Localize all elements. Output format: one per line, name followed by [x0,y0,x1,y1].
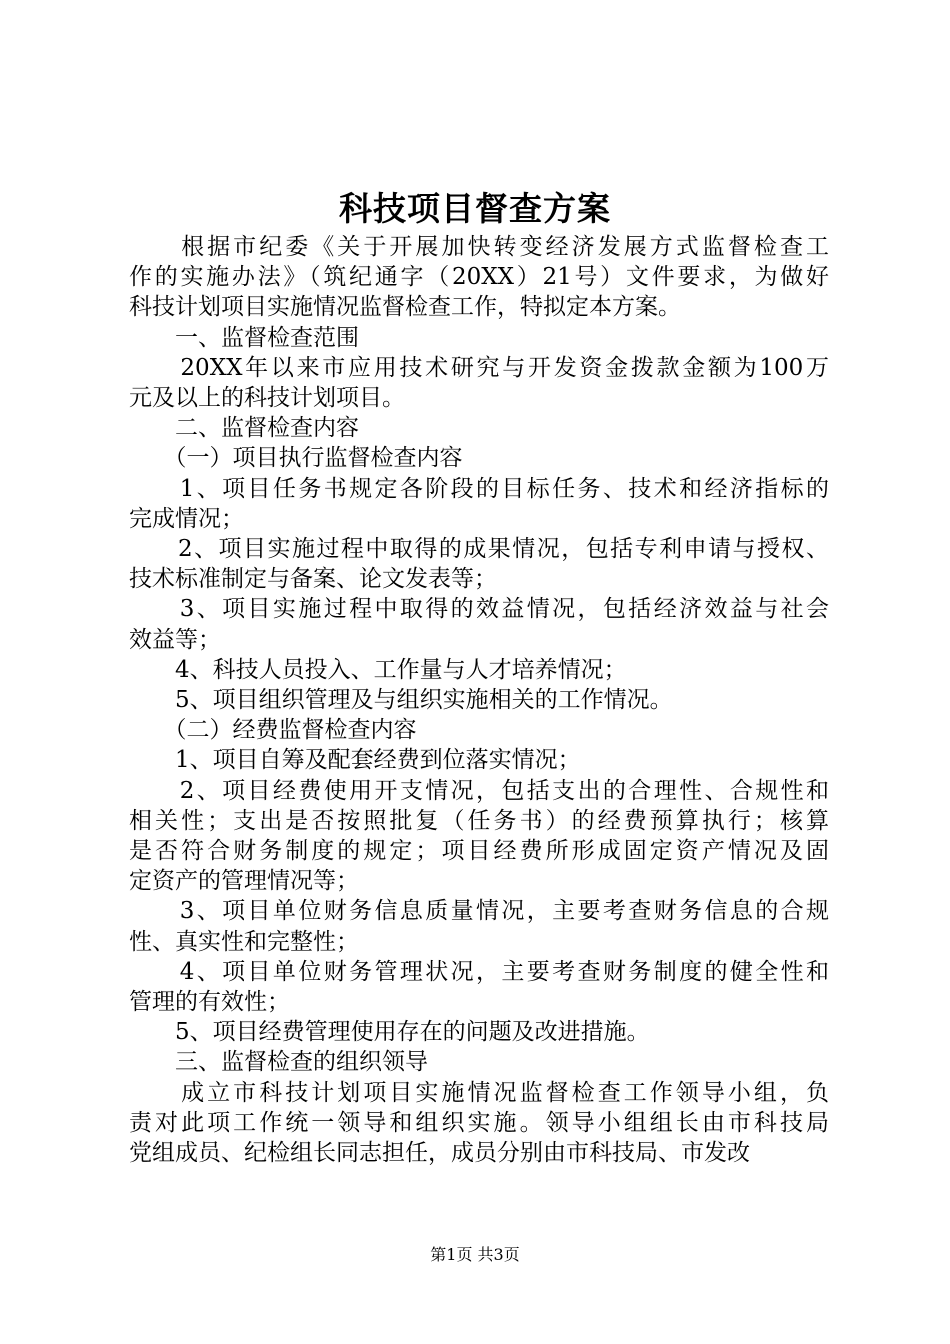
paragraph [129,443,829,473]
paragraph-line: 三、监督检查的组织领导 [129,1049,428,1076]
paragraph [129,232,829,323]
paragraph-line: 3、项目单位财务信息质量情况，主要考查财务信息的合规 [129,898,829,925]
document-title: 科技项目督查方案 [339,189,611,228]
paragraph-line: 根据市纪委《关于开展加快转变经济发展方式监督检查工 [129,234,829,260]
paragraph [129,896,829,956]
paragraph [129,715,829,745]
paragraph-line: 元及以上的科技计划项目。 [129,385,405,412]
paragraph [129,655,829,685]
paragraph-line: 5、项目经费管理使用存在的问题及改进措施。 [129,1019,650,1046]
paragraph-line: 成立市科技计划项目实施情况监督检查工作领导小组，负 [129,1079,829,1106]
paragraph-line: 是否符合财务制度的规定；项目经费所形成固定资产情况及固 [129,838,829,865]
document-body [129,232,829,1168]
paragraph [129,594,829,654]
paragraph-line: （一）项目执行监督检查内容 [129,445,463,472]
page-footer: 第1页 共3页 [430,1245,520,1264]
paragraph-line: 性、真实性和完整性； [129,928,359,955]
paragraph [129,474,829,534]
paragraph-line: 科技计划项目实施情况监督检查工作，特拟定本方案。 [129,294,681,321]
paragraph-line: 4、科技人员投入、工作量与人才培养情况； [129,656,627,683]
paragraph [129,745,829,775]
paragraph [129,323,829,353]
paragraph-line: 20XX年以来市应用技术研究与开发资金拨款金额为100万 [129,354,829,381]
paragraph-line: 效益等； [129,626,221,653]
paragraph-line: 管理的有效性； [129,989,290,1016]
paragraph-line: 完成情况； [129,505,244,532]
paragraph-line: 2、项目实施过程中取得的成果情况，包括专利申请与授权、 [129,536,829,563]
paragraph-line: 3、项目实施过程中取得的效益情况，包括经济效益与社会 [129,596,829,623]
paragraph [129,534,829,594]
paragraph [129,413,829,443]
paragraph [129,957,829,1017]
paragraph-line: 责对此项工作统一领导和组织实施。领导小组组长由市科技局 [129,1109,829,1136]
paragraph-line: 2、项目经费使用开支情况，包括支出的合理性、合规性和 [129,777,829,804]
paragraph-line: 作的实施办法》（筑纪通字（20XX）21号）文件要求，为做好 [129,264,829,291]
paragraph [129,1017,829,1047]
paragraph [129,1078,829,1169]
paragraph-line: 一、监督检查范围 [129,324,359,351]
paragraph-line: 二、监督检查内容 [129,415,359,442]
paragraph [129,1047,829,1077]
paragraph-line: 技术标准制定与备案、论文发表等； [129,566,497,593]
paragraph [129,353,829,413]
paragraph-line: 4、项目单位财务管理状况，主要考查财务制度的健全性和 [129,958,829,985]
paragraph [129,776,829,897]
paragraph [129,685,829,715]
paragraph-line: 5、项目组织管理及与组织实施相关的工作情况。 [129,687,673,714]
paragraph-line: 相关性；支出是否按照批复（任务书）的经费预算执行；核算 [129,807,829,834]
paragraph-line: 1、项目自筹及配套经费到位落实情况； [129,747,581,774]
paragraph-line: 1、项目任务书规定各阶段的目标任务、技术和经济指标的 [129,475,829,502]
paragraph-line: 定资产的管理情况等； [129,868,359,895]
paragraph-line: （二）经费监督检查内容 [129,717,417,744]
paragraph-line: 党组成员、纪检组长同志担任，成员分别由市科技局、市发改 [129,1140,750,1167]
